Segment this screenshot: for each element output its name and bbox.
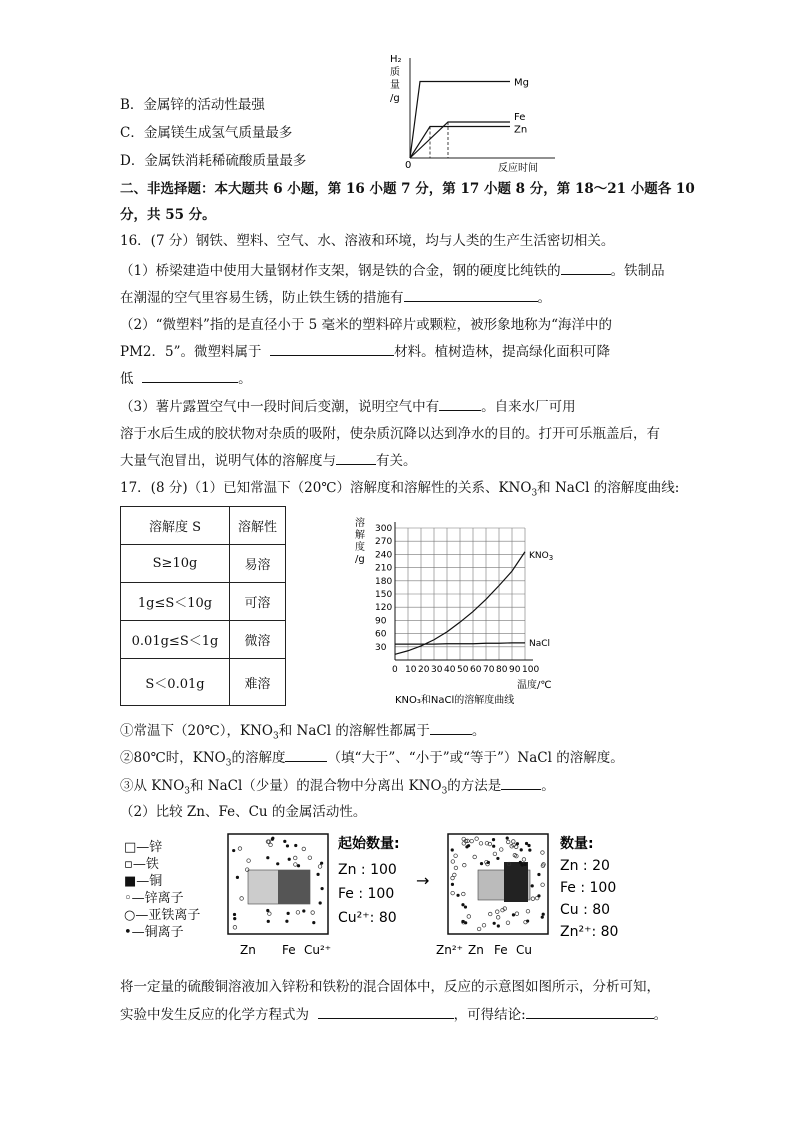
ion-dot bbox=[462, 892, 466, 896]
series-label-fe: Fe bbox=[514, 112, 526, 123]
ion-dot bbox=[267, 920, 270, 923]
y-tick-label: 180 bbox=[375, 576, 393, 587]
ion-dot bbox=[321, 887, 324, 890]
legend-copper-ion: •—铜离子 bbox=[124, 925, 184, 940]
x-tick-label: 40 bbox=[444, 665, 456, 675]
ion-dot bbox=[461, 903, 464, 906]
svg-text:量: 量 bbox=[390, 80, 400, 91]
answer-blank[interactable] bbox=[318, 1006, 454, 1019]
ion-dot bbox=[514, 845, 518, 849]
svg-text:H₂: H₂ bbox=[390, 54, 402, 65]
start-count-fe: Fe : 100 bbox=[338, 886, 395, 902]
ion-dot bbox=[311, 911, 315, 915]
ion-dot bbox=[487, 861, 490, 864]
x-tick-label: 0 bbox=[392, 665, 398, 675]
answer-blank[interactable] bbox=[561, 262, 611, 275]
box1-label-zn: Zn bbox=[240, 943, 256, 957]
ion-dot bbox=[294, 844, 297, 847]
ion-dot bbox=[285, 920, 288, 923]
ion-dot bbox=[288, 858, 291, 861]
q16-part3-line3: 大量气泡冒出，说明气体的溶解度与 有关。 bbox=[120, 453, 417, 469]
table-cell: 难溶 bbox=[230, 659, 286, 706]
end-count-zn: Zn : 20 bbox=[560, 858, 610, 874]
y-tick-label: 30 bbox=[375, 642, 387, 653]
ion-dot bbox=[238, 847, 242, 851]
h2-mass-chart bbox=[380, 44, 560, 176]
option-c: C．金属镁生成氢气质量最多 bbox=[120, 125, 293, 141]
ion-dot bbox=[493, 852, 497, 856]
ion-dot bbox=[247, 859, 251, 863]
ion-dot bbox=[236, 876, 239, 879]
ion-dot bbox=[276, 862, 279, 865]
q16-part1-line1: （1）桥梁建造中使用大量钢材作支架，钢是铁的合金，钢的硬度比纯铁的 。铁制品 bbox=[120, 263, 665, 279]
h2-x-label: 反应时间 bbox=[498, 163, 538, 174]
option-d: D．金属铁消耗稀硫酸质量最多 bbox=[120, 153, 307, 169]
series-line-fe bbox=[410, 122, 510, 158]
table-cell: 易溶 bbox=[230, 545, 286, 583]
ion-dot bbox=[480, 862, 483, 865]
ion-dot bbox=[451, 891, 455, 895]
table-row bbox=[121, 545, 286, 583]
ion-dot bbox=[232, 849, 235, 852]
ion-dot bbox=[293, 856, 297, 860]
ion-dot bbox=[492, 845, 495, 848]
series-label-nacl: NaCl bbox=[529, 638, 551, 649]
ion-dot bbox=[240, 897, 244, 901]
ion-dot bbox=[462, 842, 466, 846]
start-count-cu: Cu²⁺: 80 bbox=[338, 910, 397, 926]
ion-dot bbox=[492, 838, 495, 841]
end-cu-block bbox=[504, 862, 528, 902]
svg-text:溶: 溶 bbox=[355, 518, 365, 529]
arrow-icon: → bbox=[416, 871, 430, 890]
ion-dot bbox=[506, 836, 509, 839]
q16-part2-line2: PM2．5”。微塑料属于 材料。植树造林，提高绿化面积可降 bbox=[120, 344, 611, 360]
ion-dot bbox=[451, 848, 454, 851]
option-b: B．金属锌的活动性最强 bbox=[120, 97, 265, 113]
x-tick-label: 60 bbox=[470, 665, 482, 675]
table-header: 溶解度 S bbox=[121, 507, 230, 545]
ion-dot bbox=[519, 861, 522, 864]
ion-dot bbox=[451, 876, 455, 880]
ion-dot bbox=[467, 915, 471, 919]
series-line-zn bbox=[410, 127, 510, 159]
box2-label-fe: Fe bbox=[494, 943, 508, 957]
ion-dot bbox=[512, 840, 516, 844]
ion-dot bbox=[493, 922, 496, 925]
table-header: 溶解性 bbox=[230, 507, 286, 545]
start-fe-block bbox=[278, 870, 310, 904]
ion-dot bbox=[527, 844, 530, 847]
answer-blank[interactable] bbox=[270, 343, 394, 356]
ion-dot bbox=[312, 921, 315, 924]
ion-dot bbox=[506, 921, 510, 925]
q17-part2: （2）比较 Zn、Fe、Cu 的金属活动性。 bbox=[120, 804, 367, 820]
ion-dot bbox=[528, 848, 531, 851]
ion-dot bbox=[542, 913, 545, 916]
q16-stem: 16．(7 分）钢铁、塑料、空气、水、溶液和环境，均与人类的生产生活密切相关。 bbox=[120, 233, 615, 249]
ion-dot bbox=[451, 883, 454, 886]
table-row bbox=[121, 659, 286, 706]
q16-part3-line2: 溶于水后生成的胶状物对杂质的吸附，使杂质沉降以达到净水的目的。打开可乐瓶盖后，有 bbox=[120, 426, 660, 442]
ion-dot bbox=[525, 842, 528, 845]
ion-dot bbox=[477, 927, 481, 931]
ion-dot bbox=[464, 905, 467, 908]
q17-1-q2: ②80℃时，$KNO_3$的溶解度 （填“大于”、“小于”或“等于”）NaCl 的溶解度。 bbox=[120, 750, 624, 769]
q17-conclusion-1: 将一定量的硫酸铜溶液加入锌粉和铁粉的混合固体中，反应的示意图如图所示，分析可知， bbox=[120, 979, 660, 995]
q16-part2-line3: 低 。 bbox=[120, 371, 252, 387]
ion-dot bbox=[320, 862, 323, 865]
ion-dot bbox=[537, 873, 540, 876]
ion-dot bbox=[268, 912, 272, 916]
sol-title: KNO₃和NaCl的溶解度曲线 bbox=[395, 695, 515, 706]
x-tick-label: 50 bbox=[457, 665, 469, 675]
y-tick-label: 210 bbox=[375, 563, 393, 574]
ion-dot bbox=[294, 863, 298, 867]
x-tick-label: 100 bbox=[522, 665, 540, 675]
ion-dot bbox=[537, 894, 540, 897]
y-tick-label: 90 bbox=[375, 616, 387, 627]
ion-dot bbox=[302, 847, 306, 851]
ion-dot bbox=[454, 866, 458, 870]
x-tick-label: 70 bbox=[483, 665, 495, 675]
answer-blank[interactable] bbox=[501, 777, 541, 790]
answer-blank[interactable] bbox=[404, 289, 538, 302]
ion-dot bbox=[496, 857, 499, 860]
ion-dot bbox=[451, 860, 455, 864]
svg-text:度: 度 bbox=[355, 542, 365, 553]
svg-text:/g: /g bbox=[355, 554, 365, 565]
ion-dot bbox=[524, 863, 527, 866]
ion-dot bbox=[482, 923, 486, 927]
svg-text:解: 解 bbox=[355, 530, 365, 541]
x-tick-label: 20 bbox=[418, 665, 430, 675]
ion-dot bbox=[283, 840, 286, 843]
end-title: 数量: bbox=[560, 836, 594, 852]
series-line-mg bbox=[410, 82, 510, 159]
x-tick-label: 30 bbox=[431, 665, 443, 675]
ion-dot bbox=[454, 854, 458, 858]
reaction-diagram bbox=[222, 830, 642, 960]
y-tick-label: 300 bbox=[375, 524, 393, 534]
series-label-mg: Mg bbox=[514, 77, 529, 89]
ion-dot bbox=[464, 921, 467, 924]
sol-y-label bbox=[355, 516, 365, 565]
h2-y-label bbox=[390, 54, 402, 104]
answer-blank[interactable] bbox=[142, 370, 238, 383]
y-tick-label: 270 bbox=[375, 537, 393, 548]
table-cell: S＜0.01g bbox=[121, 659, 230, 706]
table-cell: 1g≤S＜10g bbox=[121, 583, 230, 621]
ion-dot bbox=[316, 873, 319, 876]
x-tick-label: 80 bbox=[496, 665, 508, 675]
box1-label-fe: Fe bbox=[282, 943, 296, 957]
ion-dot bbox=[308, 856, 312, 860]
start-title: 起始数量: bbox=[338, 836, 400, 852]
box2-label-zn-ion: Zn²⁺ bbox=[436, 943, 463, 957]
table-cell: S≥10g bbox=[121, 545, 230, 583]
legend-ferrous-ion: ○—亚铁离子 bbox=[124, 908, 201, 923]
ion-dot bbox=[462, 837, 466, 841]
end-count-fe: Fe : 100 bbox=[560, 880, 617, 896]
ion-dot bbox=[233, 926, 237, 930]
y-tick-label: 150 bbox=[375, 590, 393, 600]
legend-copper: ■—铜 bbox=[124, 874, 163, 889]
answer-blank[interactable] bbox=[526, 1006, 654, 1019]
ion-dot bbox=[461, 920, 464, 923]
table-row bbox=[121, 621, 286, 659]
ion-dot bbox=[541, 851, 545, 855]
ion-dot bbox=[269, 843, 273, 847]
q16-part1-line2: 在潮湿的空气里容易生锈，防止铁生锈的措施有 。 bbox=[120, 290, 551, 306]
ion-dot bbox=[319, 901, 322, 904]
table-cell: 微溶 bbox=[230, 621, 286, 659]
ion-dot bbox=[296, 911, 300, 915]
ion-dot bbox=[520, 848, 523, 851]
q17-conclusion-2: 实验中发生反应的化学方程式为 ，可得结论: 。 bbox=[120, 1007, 668, 1023]
solubility-chart bbox=[345, 510, 575, 710]
h2-origin: 0 bbox=[405, 160, 412, 171]
ion-dot bbox=[495, 910, 499, 914]
q16-part3-line1: （3）薯片露置空气中一段时间后变潮，说明空气中有 。自来水厂可用 bbox=[120, 399, 576, 415]
box2-label-cu: Cu bbox=[516, 943, 532, 957]
svg-text:/g: /g bbox=[390, 93, 400, 104]
ion-dot bbox=[286, 844, 289, 847]
ion-dot bbox=[266, 856, 269, 859]
legend-zinc: □—锌 bbox=[124, 840, 163, 855]
start-count-zn: Zn : 100 bbox=[338, 862, 397, 878]
ion-dot bbox=[515, 912, 519, 916]
x-tick-label: 90 bbox=[509, 665, 521, 675]
legend-zinc-ion: ◦—锌离子 bbox=[124, 891, 184, 906]
y-tick-label: 240 bbox=[375, 550, 393, 561]
legend-iron: ▫—铁 bbox=[124, 857, 159, 872]
series-label-zn: Zn bbox=[514, 124, 528, 136]
ion-dot bbox=[512, 913, 515, 916]
x-tick-label: 10 bbox=[405, 665, 417, 675]
ion-dot bbox=[526, 909, 530, 913]
y-tick-label: 60 bbox=[375, 629, 387, 640]
q16-part2-line1: （2）“微塑料”指的是直径小于 5 毫米的塑料碎片或颗粒，被形象地称为“海洋中的 bbox=[120, 317, 612, 333]
ion-dot bbox=[473, 855, 477, 859]
answer-blank[interactable] bbox=[336, 452, 376, 465]
ion-dot bbox=[479, 842, 483, 846]
svg-text:质: 质 bbox=[390, 67, 400, 78]
sol-x-label: 温度/℃ bbox=[517, 680, 552, 691]
ion-dot bbox=[456, 894, 459, 897]
ion-dot bbox=[496, 916, 500, 920]
section-2-heading: 二、非选择题：本大题共 6 小题，第 16 小题 7 分，第 17 小题 8 分，第 18～21 小题各 10 bbox=[120, 181, 695, 197]
ion-dot bbox=[233, 917, 236, 920]
answer-blank[interactable] bbox=[430, 722, 472, 735]
ion-dot bbox=[522, 858, 526, 862]
ion-dot bbox=[531, 897, 535, 901]
series-label-kno3: $KNO_3$ bbox=[529, 550, 554, 562]
ion-dot bbox=[541, 883, 545, 887]
ion-dot bbox=[475, 837, 479, 841]
box2-label-zn: Zn bbox=[468, 943, 484, 957]
ion-dot bbox=[318, 865, 322, 869]
ion-dot bbox=[287, 912, 290, 915]
ion-dot bbox=[499, 848, 503, 852]
ion-dot bbox=[541, 916, 544, 919]
section-2-heading-cont: 分，共 55 分。 bbox=[120, 207, 216, 223]
answer-blank[interactable] bbox=[439, 398, 481, 411]
ion-dot bbox=[506, 840, 510, 844]
table-header-row bbox=[121, 507, 286, 545]
ion-dot bbox=[302, 909, 305, 912]
end-count-zn-ion: Zn²⁺: 80 bbox=[560, 924, 619, 940]
answer-blank[interactable] bbox=[285, 749, 327, 762]
ion-dot bbox=[531, 884, 534, 887]
q17-stem: 17．(8 分)（1）已知常温下（20℃）溶解度和溶解性的关系、$KNO_3$和 NaCl 的溶解度曲线: bbox=[120, 480, 680, 499]
ion-dot bbox=[488, 912, 492, 916]
ion-dot bbox=[245, 868, 249, 872]
end-count-cu: Cu : 80 bbox=[560, 902, 611, 918]
table-cell: 可溶 bbox=[230, 583, 286, 621]
ion-dot bbox=[233, 913, 236, 916]
ion-dot bbox=[271, 838, 274, 841]
ion-dot bbox=[497, 924, 500, 927]
q17-1-q3: ③从 $KNO_3$和 NaCl（少量）的混合物中分离出 $KNO_3$的方法是 。 bbox=[120, 778, 555, 797]
y-tick-label: 120 bbox=[375, 603, 393, 614]
table-row bbox=[121, 583, 286, 621]
ion-dot bbox=[467, 844, 470, 847]
ion-dot bbox=[516, 842, 519, 845]
solubility-table bbox=[120, 506, 286, 706]
table-cell: 0.01g≤S＜1g bbox=[121, 621, 230, 659]
box1-label-cu: Cu²⁺ bbox=[304, 943, 332, 957]
q17-1-q1: ①常温下（20℃），$KNO_3$和 NaCl 的溶解性都属于 。 bbox=[120, 723, 486, 742]
ion-dot bbox=[462, 863, 466, 867]
ion-dot bbox=[470, 839, 474, 843]
